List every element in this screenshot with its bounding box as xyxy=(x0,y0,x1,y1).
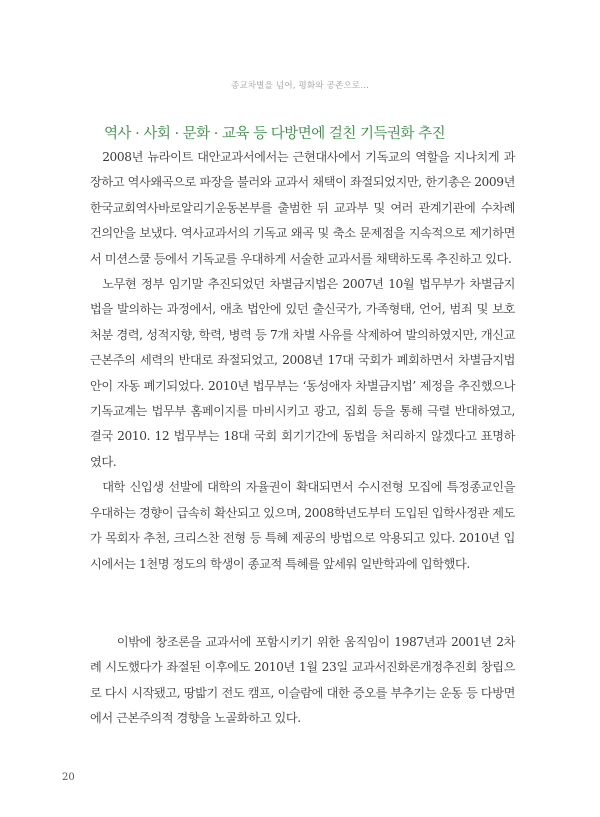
paragraph-textbook: 2008년 뉴라이트 대안교과서에서는 근현대사에서 기독교의 역할을 지나치게 과장하고 역사왜곡으로 파장을 불러와 교과서 채택이 좌절되었지만, 한기총은 2009년 한국교회역사바로알리기운동본부를 출범한 뒤 교과부 및 여러 관계기관에 수차례 건의안을 보냈다. 역사교과서의 기독교 왜곡 및 축소 문제점을 지속적으로 제기하면서 미션스쿨 등에서 기독교를 우대하게 서술한 교과서를 채택하도록 추진하고 있다. xyxy=(90,150,515,266)
page-number: 20 xyxy=(62,772,75,783)
paragraph-creationism: 이밖에 창조론을 교과서에 포함시키기 위한 움직임이 1987년과 2001년 2차례 시도했다가 좌절된 이후에도 2010년 1월 23일 교과서진화론개정추진회 창립으로 다시 시작됐고, 땅밟기 전도 캠프, 이슬람에 대한 증오를 부추기는 운동 등 다방면에서 근본주의적 경향을 노골화하고 있다. xyxy=(90,635,515,726)
body-text-closing xyxy=(90,630,515,732)
paragraph-university-admission: 대학 신입생 선발에 대학의 자율권이 확대되면서 수시전형 모집에 특정종교인을 우대하는 경향이 급속히 확산되고 있으며, 2008학년도부터 도입된 입학사정관 제도가 목회자 추천, 크리스찬 전형 등 특혜 제공의 방법으로 악용되고 있다. 2010년 입시에서는 1천명 정도의 학생이 종교적 특혜를 앞세워 일반학과에 입학했다. xyxy=(90,480,515,571)
body-text-main xyxy=(90,145,515,577)
paragraph-anti-discrimination-law: 노무현 정부 임기말 추진되었던 차별금지법은 2007년 10월 법무부가 차별금지법을 발의하는 과정에서, 애초 법안에 있던 출신국가, 가족형태, 언어, 범죄 및 보호처분 경력, 성적지향, 학력, 병력 등 7개 차별 사유를 삭제하여 발의하였지만, 개신교 근본주의 세력의 반대로 좌절되었고, 2008년 17대 국회가 폐회하면서 차별금지법안이 자동 폐기되었다. 2010년 법무부는 ‘동성애자 차별금지법’ 제정을 추진했으나 기독교계는 법무부 홈페이지를 마비시키고 광고, 집회 등을 통해 극렬 반대하였고, 결국 2010. 12 법무부는 18대 국회 회기기간에 동법을 처리하지 않겠다고 표명하였다. xyxy=(90,277,515,469)
running-header: 종교차별을 넘어, 평화와 공존으로... xyxy=(230,81,370,91)
section-title: 역사 · 사회 · 문화 · 교육 등 다방면에 걸친 기득권화 추진 xyxy=(104,126,446,142)
